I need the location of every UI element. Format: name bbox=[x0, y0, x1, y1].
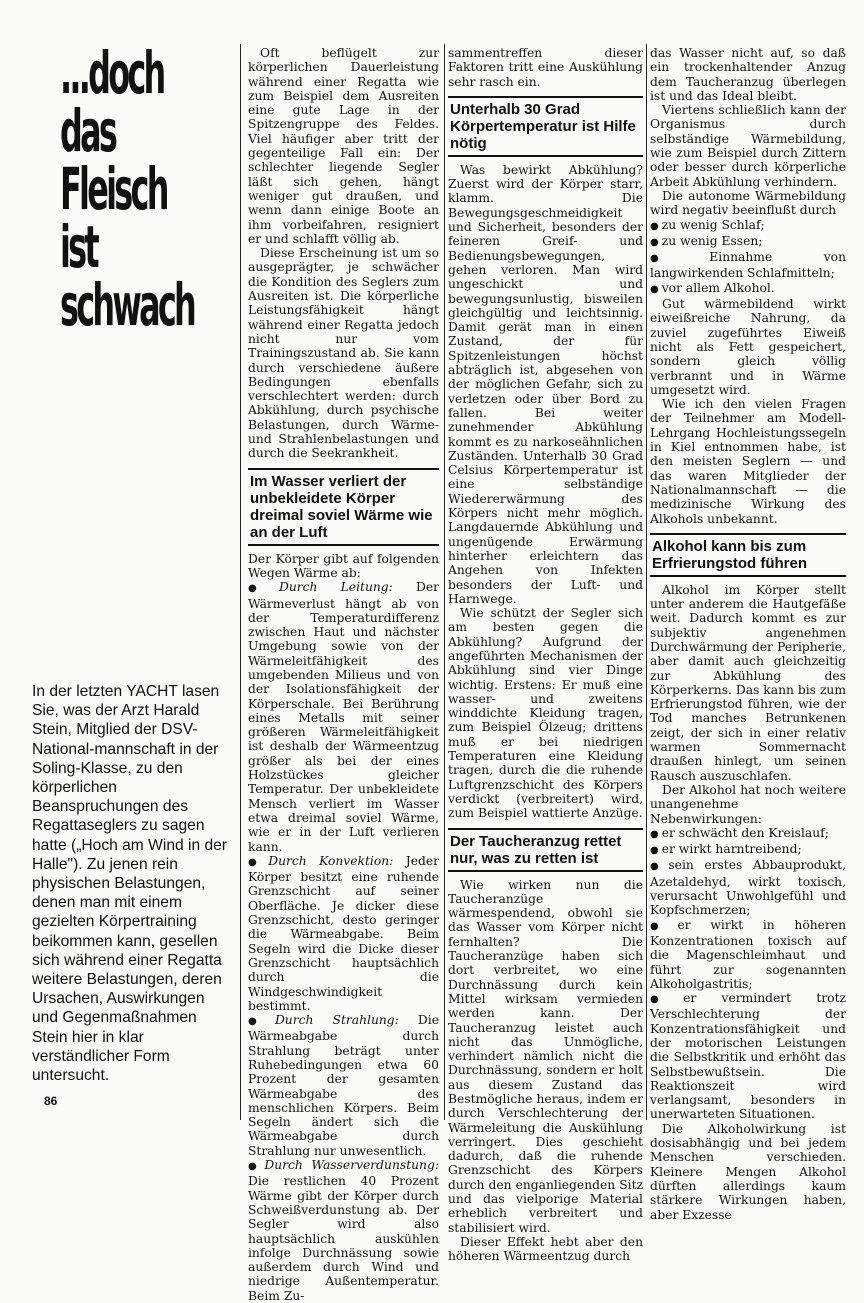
bullet-item bbox=[248, 854, 439, 1013]
bullet-item: ● er vermindert trotz Verschlechterung der Konzentrationsfähigkeit und der motorischen Leistungen die Selbstkritik und erhöht das Selbstbewußtsein. Die Reaktionszeit wird verlangsamt, besonders in unerwarteten Situationen. bbox=[650, 991, 846, 1122]
bullet-text: Die restlichen 40 Prozent Wärme gibt der Körper durch Schweißverdunstung ab. Der Segler wird also hauptsächlich auskühlen infolge Durchnässung sowie außerdem durch Wind und niedrige Außentemperatur. Beim Zu- bbox=[248, 1174, 439, 1303]
paragraph: Der Körper gibt auf folgenden Wegen Wärme ab: bbox=[248, 551, 439, 580]
bullet-label: Durch Leitung: bbox=[279, 580, 393, 595]
bullet-label: Durch Strahlung: bbox=[274, 1013, 399, 1028]
column-divider bbox=[444, 44, 445, 1120]
paragraph: Wie ich den vielen Fragen der Teilnehmer am Modell-Lehrgang Hochleistungssegeln in Kiel entnommen habe, ist den meisten Seglern — und das waren Mitglieder der Nationalmannschaft — die medizinische Wirkung des Alkohols unbekannt. bbox=[650, 397, 846, 526]
paragraph: Viertens schließlich kann der Organismus durch selbständige Wärmebildung, wie zum Beispiel durch Zittern oder besser durch körperliche Arbeit Abkühlung verhindern. bbox=[650, 103, 846, 189]
column-1 bbox=[248, 46, 439, 1303]
bullet-text: Die Wärmeabgabe durch Strahlung beträgt unter Ruhebedingungen etwa 60 Prozent der gesamten Wärmeabgabe des menschlichen Körpers. Beim Segeln ändert sich die Wärmeabgabe durch Strahlung nur unwesentlich. bbox=[248, 1013, 439, 1158]
paragraph: Gut wärmebildend wirkt eiweißreiche Nahrung, da zuviel zugeführtes Eiweiß nicht als Fett gespeichert, sondern gleich völlig verbrannt und in Wärme umgesetzt wird. bbox=[650, 297, 846, 397]
bullet-item: ● vor allem Alkohol. bbox=[650, 281, 846, 297]
column-divider bbox=[646, 44, 647, 1120]
paragraph: Die Alkoholwirkung ist dosisabhängig und bei jedem Menschen verschieden. Kleinere Mengen Alkohol dürften allerdings kaum stärkere Wirkungen haben, aber Exzesse bbox=[650, 1121, 846, 1222]
bullet-item bbox=[248, 1158, 439, 1303]
paragraph: das Wasser nicht auf, so daß ein trockenhaltender Anzug dem Taucheranzug überlegen ist und das Ideal bleibt. bbox=[650, 46, 846, 103]
section-heading: Der Taucheranzug rettet nur, was zu retten ist bbox=[448, 828, 643, 872]
bullet-item: ● sein erstes Abbauprodukt, Azetaldehyd, wirkt toxisch, verursacht Unwohlgefühl und Kopfschmerzen; bbox=[650, 858, 846, 917]
paragraph: Alkohol im Körper stellt unter anderem die Hautgefäße weit. Dadurch kommt es zur subjektiv angenehmen Durchwärmung der Peripherie, aber damit auch gleichzeitig zur Abkühlung des Körperkerns. Das kann bis zum Erfrierungstod führen, wie der Tod manches Betrunkenen zeigt, der sich in einer relativ warmen Sommernacht draußen hinlegt, um seinen Rausch auszuschlafen. bbox=[650, 582, 846, 783]
title-line: Fleisch bbox=[60, 155, 167, 223]
paragraph: sammentreffen dieser Faktoren tritt eine Auskühlung sehr rasch ein. bbox=[448, 46, 643, 89]
bullet-text: Der Wärmeverlust hängt ab von der Temperaturdifferenz zwischen Haut und nächster Umgebung sowie von der Wärmeleitfähigkeit des umgebenden Milieus und von der Isolationsfähigkeit der Körperschale. Bei Berührung eines Metalls mit seiner größeren Wärmeleitfähigkeit ist deshalb der Wärmeentzug größer als bei der eines Holzstückes gleicher Temperatur. Der unbekleidete Mensch verliert im Wasser etwa dreimal soviel Wärme, wie er in der Luft verlieren kann. bbox=[248, 580, 439, 854]
paragraph: Die autonome Wärmebildung wird negativ beeinflußt durch bbox=[650, 188, 846, 218]
page-number: 86 bbox=[44, 1094, 58, 1108]
column-divider bbox=[240, 44, 241, 1120]
bullet-item: ● zu wenig Essen; bbox=[650, 234, 846, 250]
paragraph: Was bewirkt Abkühlung? Zuerst wird der Körper starr, klamm. Die Bewegungsgeschmeidigkeit und Sicherheit, besonders der feineren Greif- und Bedienungsbewegungen, gehen verloren. Man wird ungeschickt und bewegungsunlustig, bisweilen gleichgültig und leichtsinnig. Damit gerät man in einen Zustand, der für Spitzenleistungen höchst abträglich ist, abgesehen von der möglichen Gefahr, sich zu verletzen oder über Bord zu fallen. Bei weiter zunehmender Abkühlung kommt es zu narkoseähnlichen Zuständen. Unterhalb 30 Grad Celsius Körpertemperatur ist eine selbständige Wiedererwärmung des Körpers nicht mehr möglich. Langdauernde Abkühlung und ungenügende Erwärmung hinterher erleichtern das Angehen von Infekten besonders der Luft- und Harnwege. bbox=[448, 162, 643, 606]
title-line: ist bbox=[60, 213, 97, 281]
column-3 bbox=[650, 46, 846, 1222]
paragraph: Wie schützt der Segler sich am besten gegen die Abkühlung? Aufgrund der angeführten Mechanismen der Abkühlung sind vier Dinge wichtig. Erstens: Er muß eine wasser- und zweitens winddichte Kleidung tragen, zum Beispiel Ölzeug; drittens muß er bei niedrigen Temperaturen eine Kleidung tragen, durch die die ruhende Luftgrenzschicht des Körpers verdickt (verbreitert) wird, zum Beispiel wattierte Anzüge. bbox=[448, 606, 643, 821]
paragraph: Oft beflügelt zur körperlichen Dauerleistung während einer Regatta wie zum Beispiel dem Ausreiten eine gute Lage in der Spitzengruppe des Feldes. Viel häufiger aber tritt der gegenteilige Fall ein: Der schlechter liegende Segler läßt sich gehen, hängt weniger gut draußen, und wenn dann einige Boote an ihm vorbeifahren, resigniert er und schlafft völlig ab. bbox=[248, 46, 439, 246]
section-heading: Unterhalb 30 Grad Körpertemperatur ist Hilfe nötig bbox=[448, 96, 643, 157]
title-line: das bbox=[60, 97, 116, 165]
bullet-text: Jeder Körper besitzt eine ruhende Grenzschicht auf seiner Oberfläche. Je dicker diese Grenzschicht, desto geringer die Wärmeabgabe. Beim Segeln wird die Dicke dieser Grenzschicht hauptsächlich durch die Windgeschwindigkeit bestimmt. bbox=[248, 853, 439, 1013]
title-line: ...doch bbox=[60, 39, 164, 107]
section-heading: Im Wasser verliert der unbekleidete Körper dreimal soviel Wärme wie an der Luft bbox=[248, 468, 439, 546]
paragraph: Dieser Effekt hebt aber den höheren Wärmeentzug durch bbox=[448, 1234, 643, 1264]
bullet-item: ● er wirkt in höheren Konzentrationen toxisch auf die Magenschleimhaut und führt zur sogenannten Alkoholgastritis; bbox=[650, 918, 846, 991]
bullet-item: ● zu wenig Schlaf; bbox=[650, 218, 846, 234]
bullet-label: Durch Konvektion: bbox=[268, 853, 394, 868]
bullet-label: Durch Wasserverdunstung: bbox=[264, 1158, 439, 1173]
section-heading: Alkohol kann bis zum Erfrierungstod führen bbox=[650, 533, 846, 577]
paragraph: Diese Erscheinung ist um so ausgeprägter, je schwächer die Kondition des Seglers zum Ausreiten ist. Die körperliche Leistungsfähigkeit hängt während einer Regatta jedoch nicht nur vom Trainingszustand ab. Sie kann durch verschiedene äußere Bedingungen ebenfalls verschlechtert werden: durch Abkühlung, durch psychische Belastungen, durch Wärme- und Strahlenbelastungen und durch die Seekrankheit. bbox=[248, 246, 439, 461]
paragraph: Der Alkohol hat noch weitere unangenehme Nebenwirkungen: bbox=[650, 782, 846, 826]
title-line: schwach bbox=[60, 271, 194, 339]
intro-text: In der letzten YACHT lasen Sie, was der Arzt Harald Stein, Mitglied der DSV-National-mannschaft in der Soling-Klasse, zu den körperlichen Beanspruchungen des Regattaseglers zu sagen hatte („Hoch am Wind in der Halle"). Zu jenen rein physischen Belastungen, denen man mit einem gezielten Körpertraining beikommen kann, gesellen sich während einer Regatta weitere Belastungen, deren Ursachen, Auswirkungen und Gegenmaßnahmen Stein hier in klar verständlicher Form untersucht. bbox=[32, 683, 227, 1085]
bullet-item: ● Einnahme von langwirkenden Schlafmitteln; bbox=[650, 250, 846, 281]
bullet-item bbox=[248, 1013, 439, 1158]
bullet-item: ● er wirkt harntreibend; bbox=[650, 842, 846, 858]
bullet-item bbox=[248, 580, 439, 854]
paragraph: Wie wirken nun die Taucheranzüge wärmespendend, obwohl sie das Wasser vom Körper nicht fernhalten? Die Taucheranzüge haben sich dort verbreitet, wo eine Durchnässung durch kein Mittel wirksam vermieden werden kann. Der Taucheranzug leistet auch nicht das Unmögliche, verhindert nämlich nicht die Durchnässung, sondern er holt aus diesem Zustand das Bestmögliche heraus, indem er durch Verschlechterung der Wärmeleitung die Auskühlung verringert. Dies geschieht dadurch, daß die ruhende Grenzschicht des Körpers durch den enganliegenden Sitz und das vielporige Material erheblich verbreitert und stabilisiert wird. bbox=[448, 877, 643, 1235]
column-2 bbox=[448, 46, 643, 1264]
bullet-item: ● er schwächt den Kreislauf; bbox=[650, 826, 846, 842]
article-title bbox=[60, 39, 194, 339]
